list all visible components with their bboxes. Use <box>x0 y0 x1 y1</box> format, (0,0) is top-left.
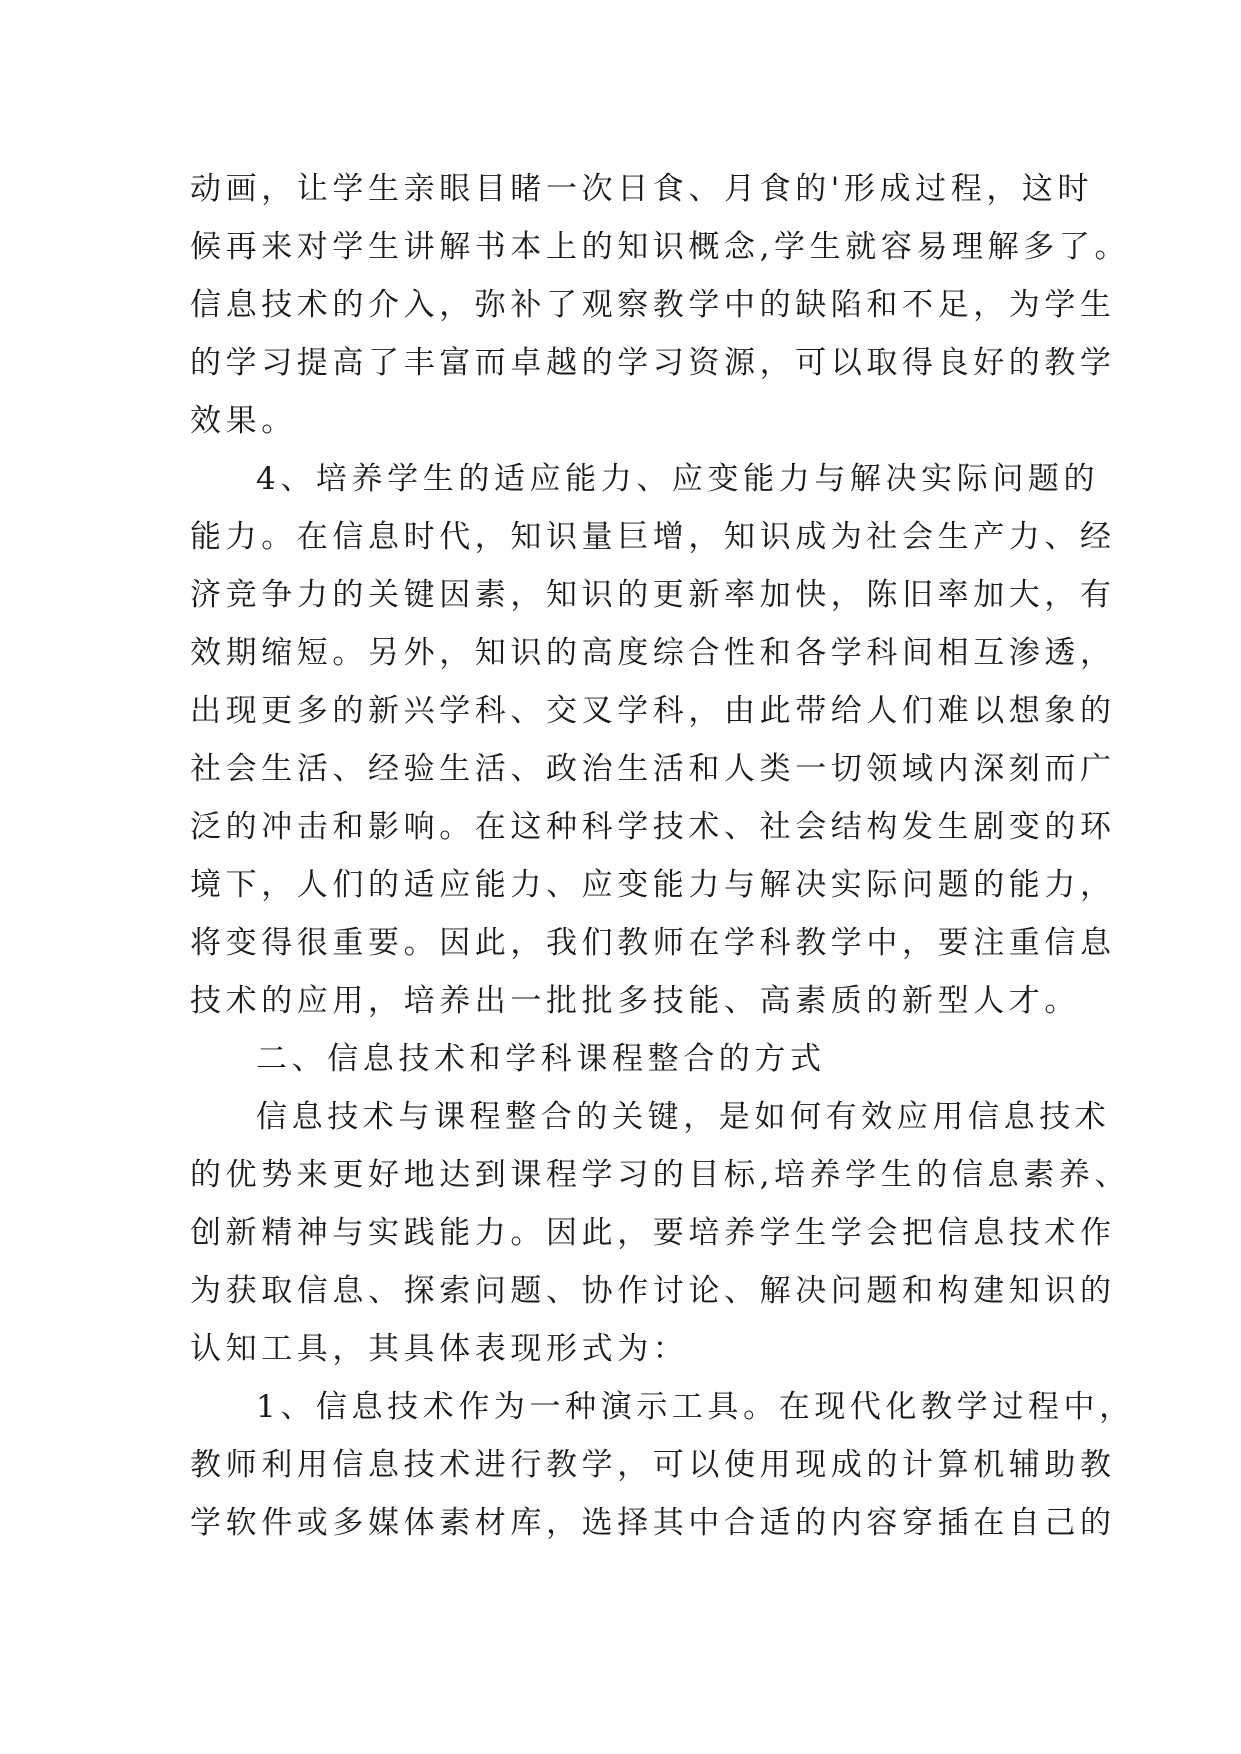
text-line: 社会生活、经验生活、政治生活和人类一切领域内深刻而广 <box>190 751 1116 787</box>
text-line: 将变得很重要。因此，我们教师在学科教学中，要注重信息 <box>190 925 1116 961</box>
text-line: 学软件或多媒体素材库，选择其中合适的内容穿插在自己的 <box>190 1505 1116 1541</box>
text-line: 认知工具，其具体表现形式为： <box>190 1331 689 1367</box>
text-line: 动画，让学生亲眼目睹一次日食、月食的'形成过程，这时 <box>190 171 1094 207</box>
text-line: 信息技术的介入，弥补了观察教学中的缺陷和不足，为学生 <box>190 287 1116 323</box>
text-line: 泛的冲击和影响。在这种科学技术、社会结构发生剧变的环 <box>190 809 1116 845</box>
text-line: 出现更多的新兴学科、交叉学科，由此带给人们难以想象的 <box>190 693 1116 729</box>
text-line: 的优势来更好地达到课程学习的目标,培养学生的信息素养、 <box>190 1157 1131 1193</box>
text-line: 技术的应用，培养出一批批多技能、高素质的新型人才。 <box>190 983 1080 1019</box>
text-line: 济竞争力的关键因素，知识的更新率加快，陈旧率加大，有 <box>190 577 1116 613</box>
text-line: 境下，人们的适应能力、应变能力与解决实际问题的能力， <box>190 867 1116 903</box>
document-body <box>190 160 1135 1552</box>
text-line: 1、信息技术作为一种演示工具。在现代化教学过程中， <box>256 1389 1135 1425</box>
text-line: 二、信息技术和学科课程整合的方式 <box>256 1041 826 1077</box>
text-line: 能力。在信息时代，知识量巨增，知识成为社会生产力、经 <box>190 519 1116 555</box>
text-line: 4、培养学生的适应能力、应变能力与解决实际问题的 <box>256 461 1100 497</box>
text-line: 效果。 <box>190 403 297 439</box>
text-line: 效期缩短。另外，知识的高度综合性和各学科间相互渗透， <box>190 635 1116 671</box>
text-line: 信息技术与课程整合的关键，是如何有效应用信息技术 <box>256 1099 1111 1135</box>
text-line: 为获取信息、探索问题、协作讨论、解决问题和构建知识的 <box>190 1273 1116 1309</box>
text-line: 创新精神与实践能力。因此，要培养学生学会把信息技术作 <box>190 1215 1116 1251</box>
text-line: 候再来对学生讲解书本上的知识概念,学生就容易理解多了。 <box>190 229 1131 265</box>
text-line: 教师利用信息技术进行教学，可以使用现成的计算机辅助教 <box>190 1447 1116 1483</box>
text-line: 的学习提高了丰富而卓越的学习资源，可以取得良好的教学 <box>190 345 1116 381</box>
